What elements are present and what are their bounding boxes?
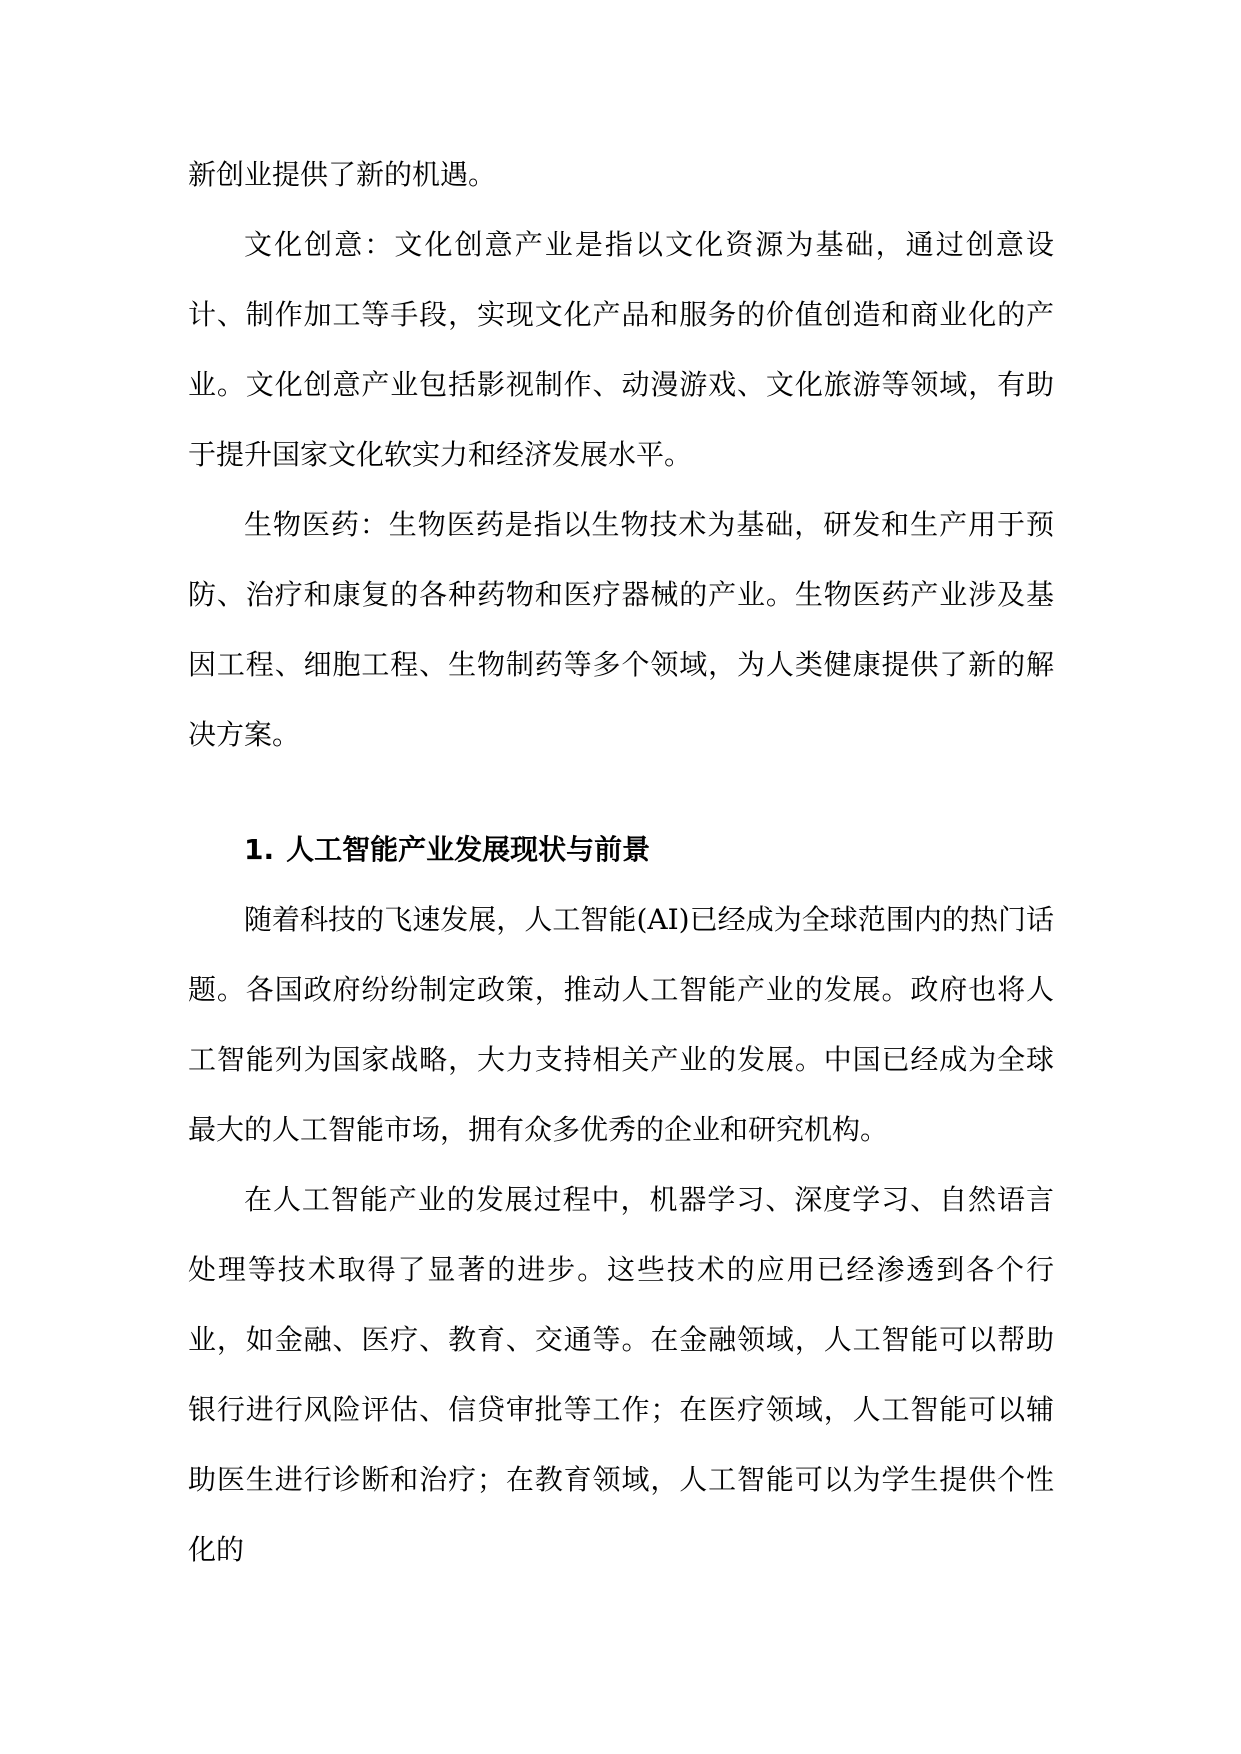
paragraph-ai-technology: 在人工智能产业的发展过程中，机器学习、深度学习、自然语言处理等技术取得了显著的进步。这些技术的应用已经渗透到各个行业，如金融、医疗、教育、交通等。在金融领域，人工智能可以帮助银行进行风险评估、信贷审批等工作；在医疗领域，人工智能可以辅助医生进行诊断和治疗；在教育领域，人工智能可以为学生提供个性化的 [188,1183,1054,1566]
section-heading [188,815,1054,885]
paragraph-ai-status: 随着科技的飞速发展，人工智能(AI)已经成为全球范围内的热门话题。各国政府纷纷制定政策，推动人工智能产业的发展。政府也将人工智能列为国家战略，大力支持相关产业的发展。中国已经成为全球最大的人工智能市场，拥有众多优秀的企业和研究机构。 [188,903,1054,1146]
paragraph-continuation: 新创业提供了新的机遇。 [188,158,497,191]
section-title: 人工智能产业发展现状与前景 [286,833,651,866]
section-spacer [188,770,1054,815]
paragraph-cultural-creative: 文化创意：文化创意产业是指以文化资源为基础，通过创意设计、制作加工等手段，实现文化产品和服务的价值创造和商业化的产业。文化创意产业包括影视制作、动漫游戏、文化旅游等领域，有助于提升国家文化软实力和经济发展水平。 [188,228,1054,471]
section-number: 1. [244,833,275,866]
document-body [188,140,1054,1585]
paragraph-biomedicine: 生物医药：生物医药是指以生物技术为基础，研发和生产用于预防、治疗和康复的各种药物和医疗器械的产业。生物医药产业涉及基因工程、细胞工程、生物制药等多个领域，为人类健康提供了新的解决方案。 [188,508,1054,751]
